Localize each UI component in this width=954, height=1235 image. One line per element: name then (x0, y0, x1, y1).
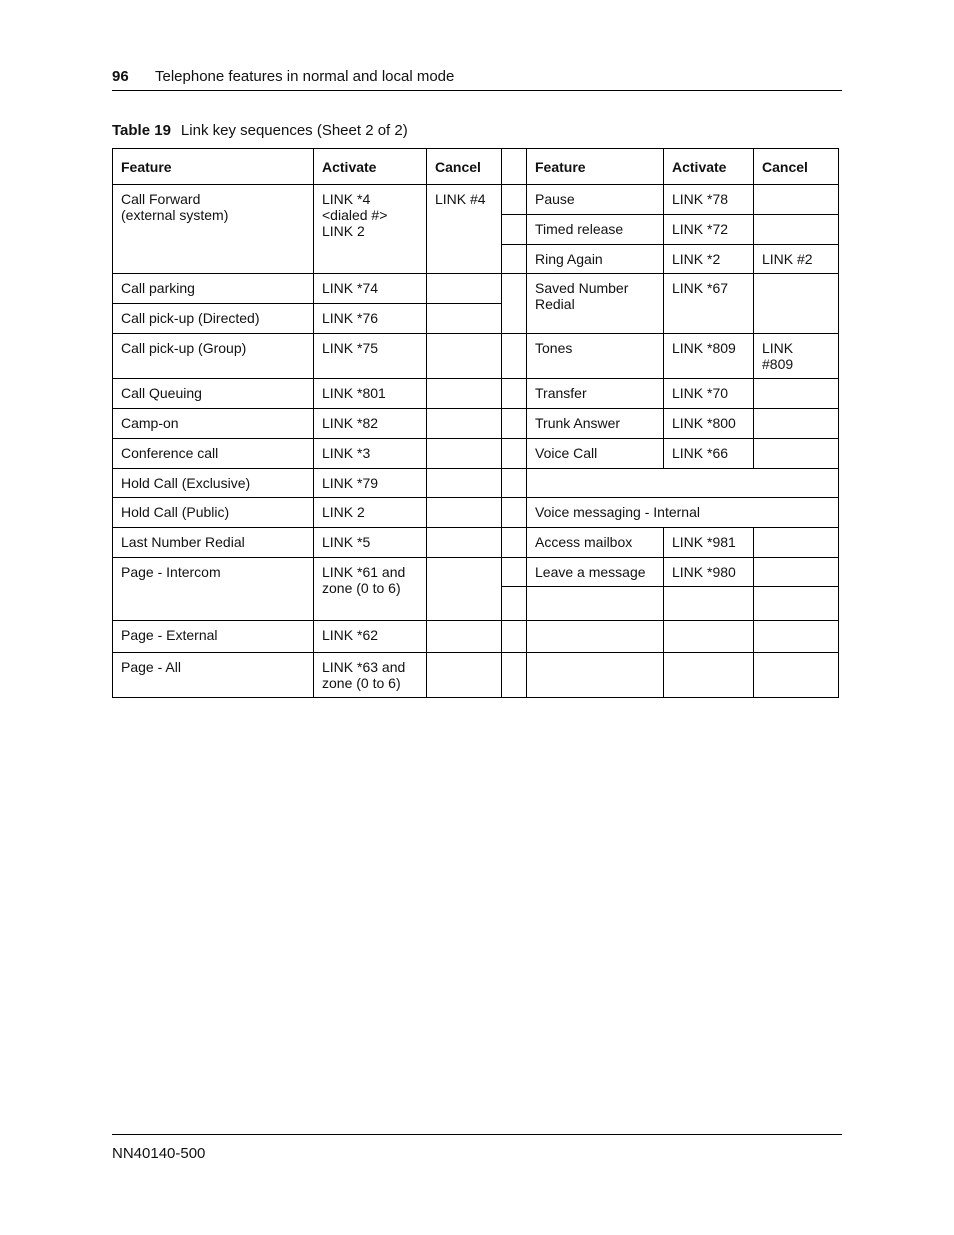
gap-cell (502, 215, 527, 245)
left-activate-cell: LINK *801 (314, 379, 427, 409)
document-number: NN40140-500 (112, 1145, 206, 1162)
left-feature-cell: Page - External (113, 621, 314, 653)
right-cancel-cell (754, 185, 839, 215)
left-cancel-cell (427, 498, 502, 528)
right-activate-cell: LINK *809 (664, 334, 754, 379)
right-feature-cell: Voice Call (527, 439, 664, 469)
right-cancel-cell: LINK #2 (754, 245, 839, 274)
link-key-table (112, 148, 839, 698)
gap-cell (502, 245, 527, 274)
footer-divider (112, 1134, 842, 1135)
left-feature-cell: Call Forward (external system) (113, 185, 314, 274)
left-feature-cell: Call pick-up (Group) (113, 334, 314, 379)
right-feature-cell: Access mailbox (527, 528, 664, 558)
right-activate-cell: LINK *800 (664, 409, 754, 439)
page-number: 96 (112, 68, 129, 85)
right-feature-cell: Tones (527, 334, 664, 379)
gap-cell (502, 379, 527, 409)
gap-cell (502, 439, 527, 469)
left-activate-cell: LINK *61 and zone (0 to 6) (314, 558, 427, 621)
column-header: Cancel (754, 149, 839, 185)
gap-cell (502, 334, 527, 379)
right-feature-cell: Leave a message (527, 558, 664, 587)
right-activate-cell: LINK *66 (664, 439, 754, 469)
gap-cell (502, 469, 527, 498)
left-activate-cell: LINK *76 (314, 304, 427, 334)
gap-cell (502, 498, 527, 528)
table-row (113, 439, 839, 469)
left-activate-cell: LINK *62 (314, 621, 427, 653)
column-header: Activate (664, 149, 754, 185)
column-header: Feature (113, 149, 314, 185)
gap-cell (502, 185, 527, 215)
table-row (113, 409, 839, 439)
left-activate-cell: LINK *74 (314, 274, 427, 304)
right-activate-cell (664, 621, 754, 653)
left-feature-cell: Call Queuing (113, 379, 314, 409)
column-header: Activate (314, 149, 427, 185)
left-activate-cell: LINK *4 <dialed #> LINK 2 (314, 185, 427, 274)
right-cancel-cell (754, 587, 839, 621)
left-cancel-cell (427, 304, 502, 334)
table-row (113, 185, 839, 215)
right-activate-cell: LINK *72 (664, 215, 754, 245)
right-feature-cell: Saved Number Redial (527, 274, 664, 334)
column-header: Cancel (427, 149, 502, 185)
gap-cell (502, 274, 527, 334)
right-cancel-cell (754, 274, 839, 334)
table-row (113, 528, 839, 558)
right-activate-cell: LINK *78 (664, 185, 754, 215)
gap-cell (502, 558, 527, 587)
right-activate-cell (664, 587, 754, 621)
gap-cell (502, 149, 527, 185)
right-feature-cell: Pause (527, 185, 664, 215)
right-feature-cell (527, 621, 664, 653)
gap-cell (502, 653, 527, 698)
table-row (113, 653, 839, 698)
gap-cell (502, 621, 527, 653)
left-cancel-cell (427, 274, 502, 304)
right-activate-cell: LINK *67 (664, 274, 754, 334)
table-caption-label: Table 19 (112, 122, 171, 139)
left-feature-cell: Call parking (113, 274, 314, 304)
left-cancel-cell (427, 469, 502, 498)
left-activate-cell: LINK *5 (314, 528, 427, 558)
column-header: Feature (527, 149, 664, 185)
right-cancel-cell (754, 558, 839, 587)
left-activate-cell: LINK *3 (314, 439, 427, 469)
page-title: Telephone features in normal and local mode (155, 68, 455, 85)
right-activate-cell (664, 653, 754, 698)
page-header (112, 68, 842, 91)
left-cancel-cell (427, 621, 502, 653)
right-activate-cell: LINK *980 (664, 558, 754, 587)
right-feature-cell: Transfer (527, 379, 664, 409)
table-row (113, 498, 839, 528)
left-activate-cell: LINK 2 (314, 498, 427, 528)
table-row (113, 469, 839, 498)
left-cancel-cell (427, 409, 502, 439)
left-feature-cell: Last Number Redial (113, 528, 314, 558)
left-activate-cell: LINK *75 (314, 334, 427, 379)
right-feature-cell (527, 587, 664, 621)
table-caption-text: Link key sequences (Sheet 2 of 2) (180, 122, 408, 139)
gap-cell (502, 409, 527, 439)
left-activate-cell: LINK *79 (314, 469, 427, 498)
left-activate-cell: LINK *63 and zone (0 to 6) (314, 653, 427, 698)
right-cancel-cell (754, 439, 839, 469)
right-cancel-cell (754, 215, 839, 245)
left-cancel-cell (427, 558, 502, 621)
left-cancel-cell: LINK #4 (427, 185, 502, 274)
right-cancel-cell (754, 379, 839, 409)
table-caption (112, 122, 408, 139)
gap-cell (502, 528, 527, 558)
right-feature-cell: Ring Again (527, 245, 664, 274)
left-feature-cell: Conference call (113, 439, 314, 469)
left-cancel-cell (427, 334, 502, 379)
left-cancel-cell (427, 439, 502, 469)
left-cancel-cell (427, 379, 502, 409)
left-feature-cell: Page - Intercom (113, 558, 314, 621)
table-row (113, 379, 839, 409)
left-feature-cell: Hold Call (Exclusive) (113, 469, 314, 498)
right-cancel-cell: LINK #809 (754, 334, 839, 379)
right-activate-cell: LINK *2 (664, 245, 754, 274)
table-row (113, 334, 839, 379)
left-activate-cell: LINK *82 (314, 409, 427, 439)
right-feature-cell: Trunk Answer (527, 409, 664, 439)
right-cancel-cell (754, 653, 839, 698)
table-row (113, 621, 839, 653)
section-heading-cell: Voice messaging - Internal (527, 498, 839, 528)
gap-cell (502, 587, 527, 621)
table-header-row (113, 149, 839, 185)
right-feature-cell: Timed release (527, 215, 664, 245)
right-cancel-cell (754, 409, 839, 439)
right-activate-cell: LINK *70 (664, 379, 754, 409)
left-feature-cell: Page - All (113, 653, 314, 698)
right-cancel-cell (754, 621, 839, 653)
right-feature-cell (527, 469, 839, 498)
left-feature-cell: Camp-on (113, 409, 314, 439)
left-cancel-cell (427, 528, 502, 558)
left-feature-cell: Call pick-up (Directed) (113, 304, 314, 334)
table-row (113, 558, 839, 587)
right-cancel-cell (754, 528, 839, 558)
right-activate-cell: LINK *981 (664, 528, 754, 558)
right-feature-cell (527, 653, 664, 698)
left-feature-cell: Hold Call (Public) (113, 498, 314, 528)
table-row (113, 274, 839, 304)
left-cancel-cell (427, 653, 502, 698)
